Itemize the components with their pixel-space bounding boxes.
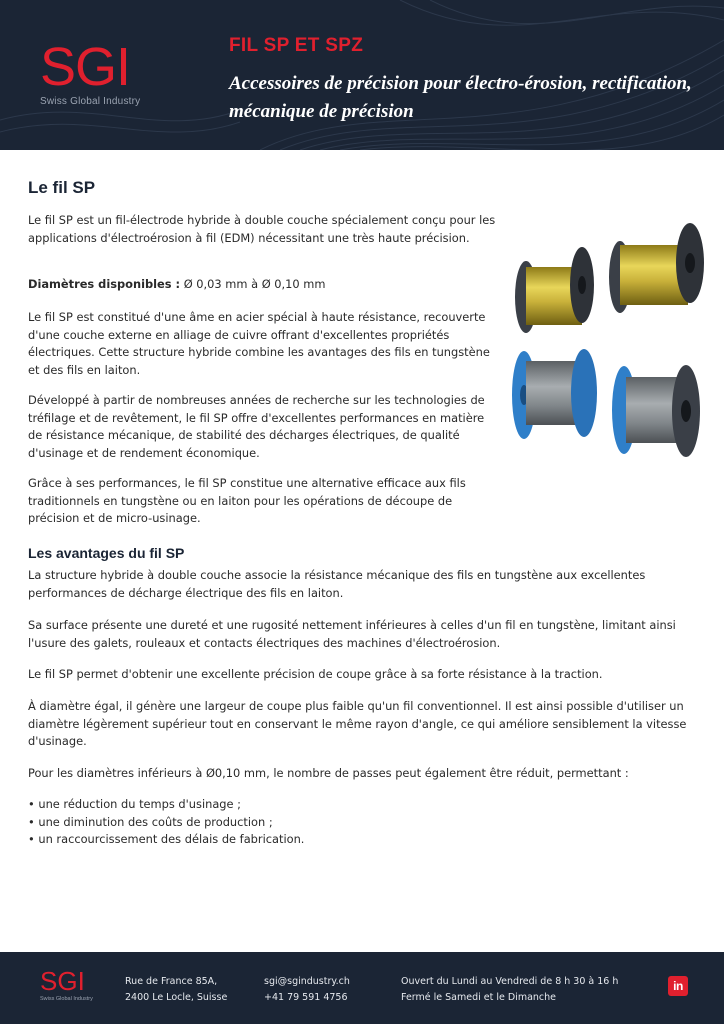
- address-line-1: Rue de France 85A,: [125, 976, 218, 987]
- address-line-2: 2400 Le Locle, Suisse: [125, 992, 228, 1003]
- linkedin-icon[interactable]: in: [668, 976, 688, 996]
- advantage-paragraph-4: À diamètre égal, il génère une largeur de coupe plus faible qu'un fil conventionnel. Il est ainsi possible d'utiliser un diamètre légèrement supérieur tout en conservant le même rayon d'angle, ce qui améliore sensiblement la vitesse d'usinage.: [28, 699, 687, 749]
- footer-logo-tagline: Swiss Global Industry: [40, 996, 93, 1002]
- research-paragraph: Développé à partir de nombreuses années de recherche sur les technologies de tréfilage et de revêtement, le fil SP offre d'excellentes performances en matière de résistance mécanique, de stabilité des décharges électriques, de qualité d'usinage et de rendement économique.: [28, 393, 485, 460]
- section-heading-fil-sp: Le fil SP: [28, 178, 96, 197]
- page-header: [0, 0, 724, 150]
- advantage-paragraph-3: Le fil SP permet d'obtenir une excellente précision de coupe grâce à sa forte résistance à la traction.: [28, 667, 603, 681]
- footer-opening-hours: [401, 974, 618, 1006]
- header-logo: [40, 37, 141, 107]
- footer-logo-wordmark: SGI: [40, 966, 85, 996]
- list-item: • un raccourcissement des délais de fabrication.: [28, 831, 700, 849]
- brass-spool-right: [609, 223, 704, 313]
- steel-spool-right: [612, 365, 700, 457]
- list-item: • une diminution des coûts de production ;: [28, 814, 700, 832]
- alternative-paragraph: Grâce à ses performances, le fil SP constitue une alternative efficace aux fils traditionnels en tungstène ou en laiton pour les opérations de découpe de précision et de micro-usinage.: [28, 476, 466, 526]
- advantage-paragraph-2: Sa surface présente une dureté et une rugosité nettement inférieures à celles d'un fil en tungstène, limitant ainsi l'usure des galets, rouleaux et contacts électriques des machines d'électroérosion.: [28, 618, 676, 650]
- logo-wordmark: SGI: [40, 37, 131, 97]
- advantage-paragraph-5: Pour les diamètres inférieurs à Ø0,10 mm, le nombre de passes peut également être réduit, permettant :: [28, 766, 629, 780]
- intro-paragraph: Le fil SP est un fil-électrode hybride à double couche spécialement conçu pour les applications d'électroérosion à fil (EDM) nécessitant une très haute précision.: [28, 213, 496, 245]
- footer-phone-link[interactable]: +41 79 591 4756: [264, 992, 348, 1003]
- advantage-paragraph-1: La structure hybride à double couche associe la résistance mécanique des fils en tungstène aux excellentes performances de décharge électrique des fils en laiton.: [28, 568, 646, 600]
- page-footer: [0, 952, 724, 1024]
- page-subtitle: Accessoires de précision pour électro-érosion, rectification, mécanique de précision: [229, 73, 692, 122]
- footer-logo: [40, 968, 93, 1002]
- footer-contact: [264, 974, 350, 1006]
- footer-address: [125, 974, 227, 1006]
- diameters-paragraph: [28, 276, 496, 294]
- diameters-label: Diamètres disponibles :: [28, 277, 181, 291]
- hours-line-1: Ouvert du Lundi au Vendredi de 8 h 30 à 16 h: [401, 976, 619, 987]
- hours-line-2: Fermé le Samedi et le Dimanche: [401, 992, 557, 1003]
- section-heading-advantages: Les avantages du fil SP: [28, 545, 185, 561]
- wire-spools-photo: [502, 215, 710, 467]
- steel-spool-left: [512, 349, 597, 439]
- logo-tagline: Swiss Global Industry: [40, 96, 141, 107]
- list-item: • une réduction du temps d'usinage ;: [28, 796, 700, 814]
- structure-paragraph: Le fil SP est constitué d'une âme en acier spécial à haute résistance, recouverte d'une couche externe en alliage de cuivre offrant d'excellentes propriétés électriques. Cette structure hybride combine les avantages des fils en tungstène et des fils en laiton.: [28, 310, 490, 377]
- page-title: FIL SP ET SPZ: [229, 35, 364, 56]
- footer-email-link[interactable]: sgi@sgindustry.ch: [264, 976, 350, 987]
- benefits-list: [28, 796, 700, 849]
- brass-spool-left: [515, 247, 594, 333]
- diameters-value: Ø 0,03 mm à Ø 0,10 mm: [180, 277, 326, 291]
